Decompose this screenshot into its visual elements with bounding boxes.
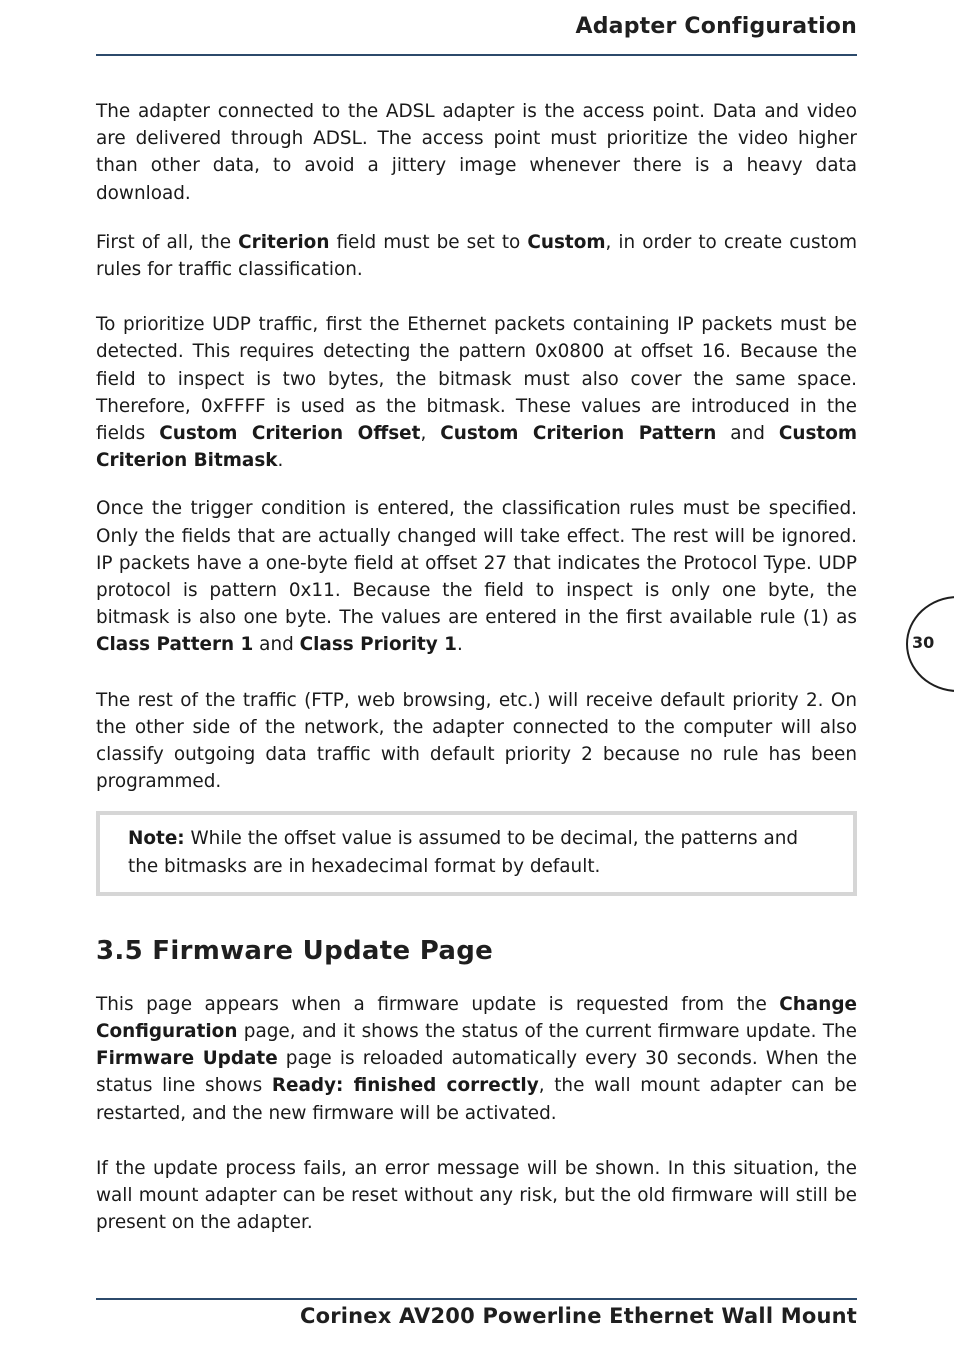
bold-term: Class Pattern 1: [96, 634, 254, 656]
text-run: This page appears when a firmware update is requested from the: [96, 993, 780, 1015]
paragraph-udp-priority: [96, 311, 857, 474]
paragraph-criterion: [96, 229, 857, 283]
text-run: To prioritize UDP traffic, first the Ethernet packets containing IP packets must be detected. This requires detecting the pattern 0x0800 at offset 16. Because the field to inspect is two bytes, the bitmask must also cover the same space. Therefore, 0xFFFF is used as the bitmask. These values are introduced in the fields: [96, 314, 857, 445]
text-run: and: [253, 634, 300, 656]
text-run: ,: [420, 423, 441, 445]
text-run: field must be set to: [329, 231, 528, 253]
bold-term: Class Priority 1: [299, 634, 457, 656]
text-run: Once the trigger condition is entered, the classification rules must be specified. Only the fields that are actually changed will take effect. The rest will be ignored. IP packets have a one-byte field at offset 27 that indicates the Protocol Type. UDP protocol is pattern 0x11. Because the field to inspect is only one byte, the bitmask is also one byte. The values are entered in the first available rule (1) as: [96, 498, 857, 629]
text-run: If the update process fails, an error message will be shown. In this situation, the wall mount adapter can be reset without any risk, but the old firmware will still be present on the adapter.: [96, 1157, 857, 1234]
bold-term: Custom Criterion Pattern: [440, 423, 717, 445]
bold-term: Custom Criterion Bitmask: [96, 423, 857, 472]
paragraph-firmware-update: [96, 991, 857, 1127]
page-number: 30: [912, 633, 935, 652]
note-text: [128, 825, 825, 879]
paragraph-trigger-condition: [96, 495, 857, 658]
paragraph-default-priority: [96, 687, 857, 796]
running-header-title: Adapter Configuration: [575, 14, 857, 39]
text-run: .: [456, 634, 463, 656]
header-rule: [96, 54, 857, 56]
bold-term: Note:: [128, 828, 185, 850]
text-run: While the offset value is assumed to be decimal, the patterns and the bitmasks are in hexadecimal format by default.: [128, 828, 799, 877]
text-run: The rest of the traffic (FTP, web browsing, etc.) will receive default priority 2. On the other side of the network, the adapter connected to the computer will also classify outgoing data traffic with default priority 2 because no rule has been programmed.: [96, 689, 857, 793]
bold-term: Custom Criterion Offset: [159, 423, 421, 445]
text-run: page, and it shows the status of the current firmware update. The: [237, 1021, 857, 1043]
section-heading: 3.5 Firmware Update Page: [96, 935, 494, 966]
footer-rule: [96, 1298, 857, 1300]
text-run: , the wall mount adapter can be restarted, and the new firmware will be activated.: [96, 1075, 857, 1124]
note-box: [96, 811, 857, 895]
page-content: [96, 98, 857, 1237]
bold-term: Criterion: [238, 231, 330, 253]
running-footer-title: Corinex AV200 Powerline Ethernet Wall Mount: [299, 1304, 857, 1328]
bold-term: Custom: [527, 231, 606, 253]
text-run: .: [277, 450, 284, 472]
text-run: , in order to create custom rules for traffic classification.: [96, 231, 857, 281]
text-run: page is reloaded automatically every 30 seconds. When the status line shows: [96, 1048, 857, 1097]
text-run: The adapter connected to the ADSL adapter is the access point. Data and video are delivered through ADSL. The access point must prioritize the video higher than other data, to avoid a jittery image whenever there is a heavy data download.: [96, 101, 857, 204]
paragraph-access-point: [96, 98, 857, 207]
text-run: and: [716, 423, 779, 445]
bold-term: Ready: finished correctly: [271, 1075, 539, 1097]
text-run: First of all, the: [96, 231, 239, 253]
bold-term: Change Configuration: [96, 993, 857, 1043]
bold-term: Firmware Update: [96, 1048, 278, 1070]
paragraph-update-fails: [96, 1155, 857, 1237]
